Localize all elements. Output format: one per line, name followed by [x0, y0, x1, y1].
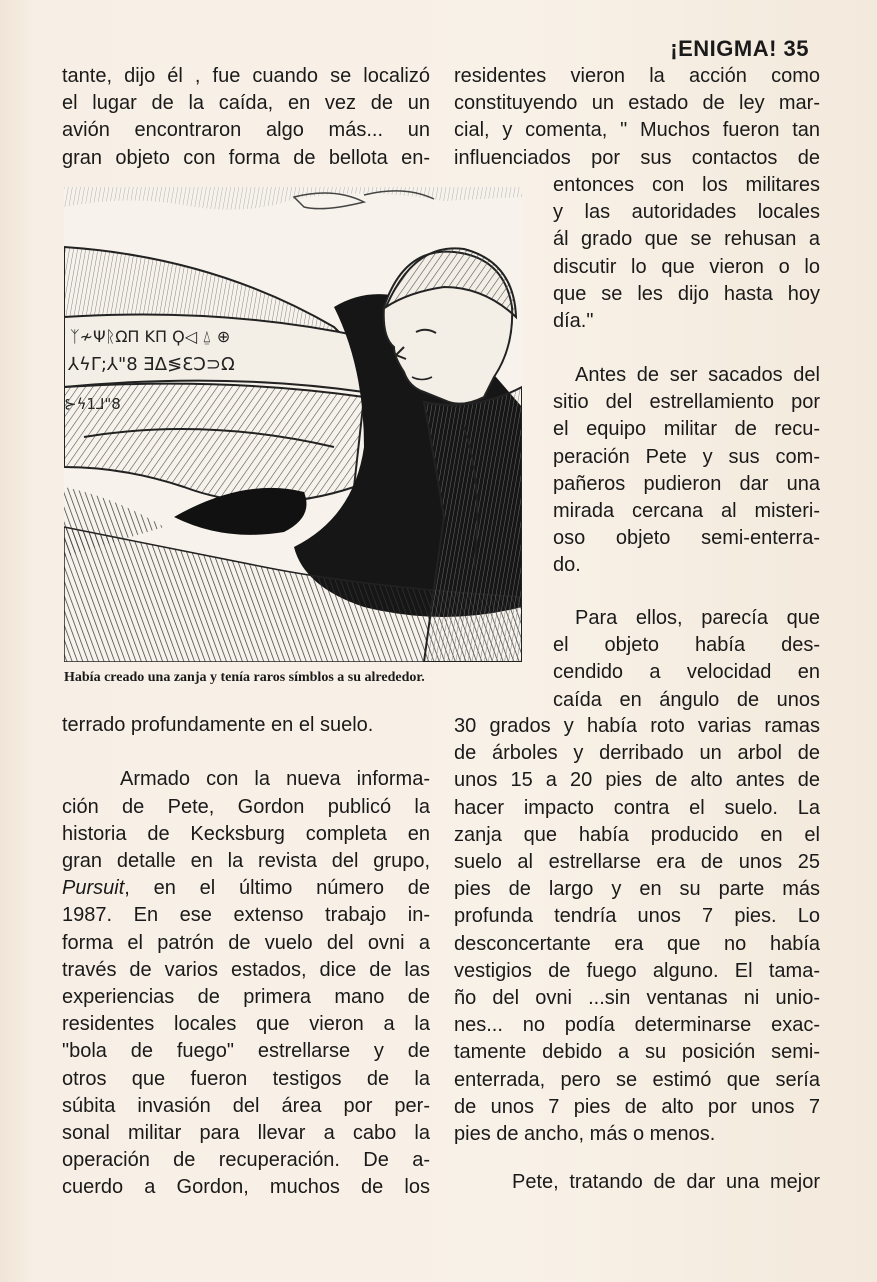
text-line: do.: [553, 554, 581, 577]
right-indented-paragraph-2: [553, 362, 820, 580]
text-line: operación de recuperación. De a-: [62, 1149, 430, 1172]
text-line: forma el patrón de vuelo del ovni a: [62, 931, 430, 954]
left-column-top-paragraph: [62, 63, 430, 172]
text-line: gran objeto con forma de bellota en-: [62, 146, 430, 169]
text-line: avión encontraron algo más... un: [62, 119, 430, 142]
text-line: súbita invasión del área por per-: [62, 1094, 430, 1117]
text-line: influenciados por sus contactos de: [454, 146, 820, 169]
text-line: y las autoridades locales: [553, 201, 820, 224]
text-line: desconcertante era que no había: [454, 932, 820, 955]
text-line: hacer impacto contra el suelo. La: [454, 796, 820, 819]
text-line: suelo al estrellarse era de unos 25: [454, 851, 820, 874]
text-line: el equipo militar de recu-: [553, 418, 820, 441]
text-line: través de varios estados, dice de las: [62, 958, 430, 981]
text-line: entonces con los militares: [553, 174, 820, 196]
text-line: cuerdo a Gordon, muchos de los: [62, 1176, 430, 1199]
figure-caption: Había creado una zanja y tenía raros símblos a su alrededor.: [64, 670, 425, 685]
ufo-illustration: [64, 187, 522, 662]
text-line: constituyendo un estado de ley mar-: [454, 92, 820, 115]
text-line: el objeto había des-: [553, 634, 820, 657]
text-line: sonal militar para llevar a cabo la: [62, 1122, 430, 1145]
text-line: sitio del estrellamiento por: [553, 391, 820, 414]
glyph-row-mid: ⅄ϟΓ;⅄"8 ƎΔ≶ƐƆ⊃Ω: [68, 354, 235, 375]
text-fragment: , en el último número de: [124, 877, 430, 900]
text-line: que se les dijo hasta hoy: [553, 282, 820, 305]
text-line: residentes vieron la acción como: [454, 65, 820, 87]
text-line: residentes locales que vieron a la: [62, 1013, 430, 1036]
text-line: historia de Kecksburg completa en: [62, 822, 430, 845]
text-line: tante, dijo él , fue cuando se localizó: [62, 65, 430, 87]
paragraph-gap: [62, 739, 430, 766]
right-indented-quote: [553, 172, 820, 335]
text-line: zanja que había producido en el: [454, 823, 820, 846]
text-line: nes... no podía determinarse exac-: [454, 1014, 820, 1037]
text-line: [62, 875, 430, 902]
right-column-top-paragraph: [454, 63, 820, 172]
text-line: "bola de fuego" estrellarse y de: [62, 1040, 430, 1063]
text-line: discutir lo que vieron o lo: [553, 255, 820, 278]
text-line: pies de largo y en su parte más: [454, 878, 820, 901]
text-line: Antes de ser sacados del: [575, 364, 820, 386]
text-line: unos 15 a 20 pies de alto antes de: [454, 769, 820, 792]
text-line: oso objeto semi-enterra-: [553, 527, 820, 550]
text-line: caída en ángulo de unos: [553, 688, 820, 711]
text-line: 1987. En ese extenso trabajo in-: [62, 904, 430, 927]
glyph-row-top: ᛉ≁ΨᚱΩΠ ΚΠ Ϙ◁ ⍙ ⊕: [70, 327, 231, 346]
text-line: mirada cercana al misteri-: [553, 500, 820, 523]
magazine-title: Pursuit: [62, 877, 125, 900]
text-line: enterrada, pero se estimó que sería: [454, 1068, 820, 1091]
text-line: ño del ovni ...sin ventanas ni unio-: [454, 987, 820, 1010]
right-indented-paragraph-3: [553, 605, 820, 714]
text-line: experiencias de primera mano de: [62, 986, 430, 1009]
text-line: tamente debido a su posición semi-: [454, 1041, 820, 1064]
text-line: ción de Pete, Gordon publicó la: [62, 795, 430, 818]
text-line: peración Pete y sus com-: [553, 445, 820, 468]
text-line: Pete, tratando de dar una mejor: [512, 1171, 820, 1193]
text-line: cendido a velocidad en: [553, 661, 820, 684]
right-column-last-line: [454, 1169, 820, 1196]
text-line: Armado con la nueva informa-: [120, 768, 430, 791]
text-line: Para ellos, parecía que: [575, 607, 820, 629]
text-line: el lugar de la caída, en vez de un: [62, 92, 430, 115]
right-column-bottom-paragraph: [454, 713, 820, 1148]
left-column-bottom-text: [62, 712, 430, 1202]
text-line: pañeros pudieron dar una: [553, 472, 820, 495]
text-line: ál grado que se rehusan a: [553, 228, 820, 251]
text-line: pies de ancho, más o menos.: [454, 1123, 716, 1146]
text-line: cial, y comenta, " Muchos fueron tan: [454, 119, 820, 142]
text-line: de unos 7 pies de alto por unos 7: [454, 1095, 820, 1118]
text-line: día.": [553, 310, 594, 333]
text-line: gran detalle en la revista del grupo,: [62, 850, 430, 872]
page-header: ¡ENIGMA! 35: [670, 36, 809, 61]
text-line: otros que fueron testigos de la: [62, 1067, 430, 1090]
text-line: profunda tendría unos 7 pies. Lo: [454, 905, 820, 928]
text-line: de árboles y derribado un arbol de: [454, 742, 820, 765]
text-line: vestigios de fuego alguno. El tama-: [454, 959, 820, 982]
text-line: terrado profundamente en el suelo.: [62, 714, 374, 736]
text-line: 30 grados y había roto varias ramas: [454, 715, 820, 737]
